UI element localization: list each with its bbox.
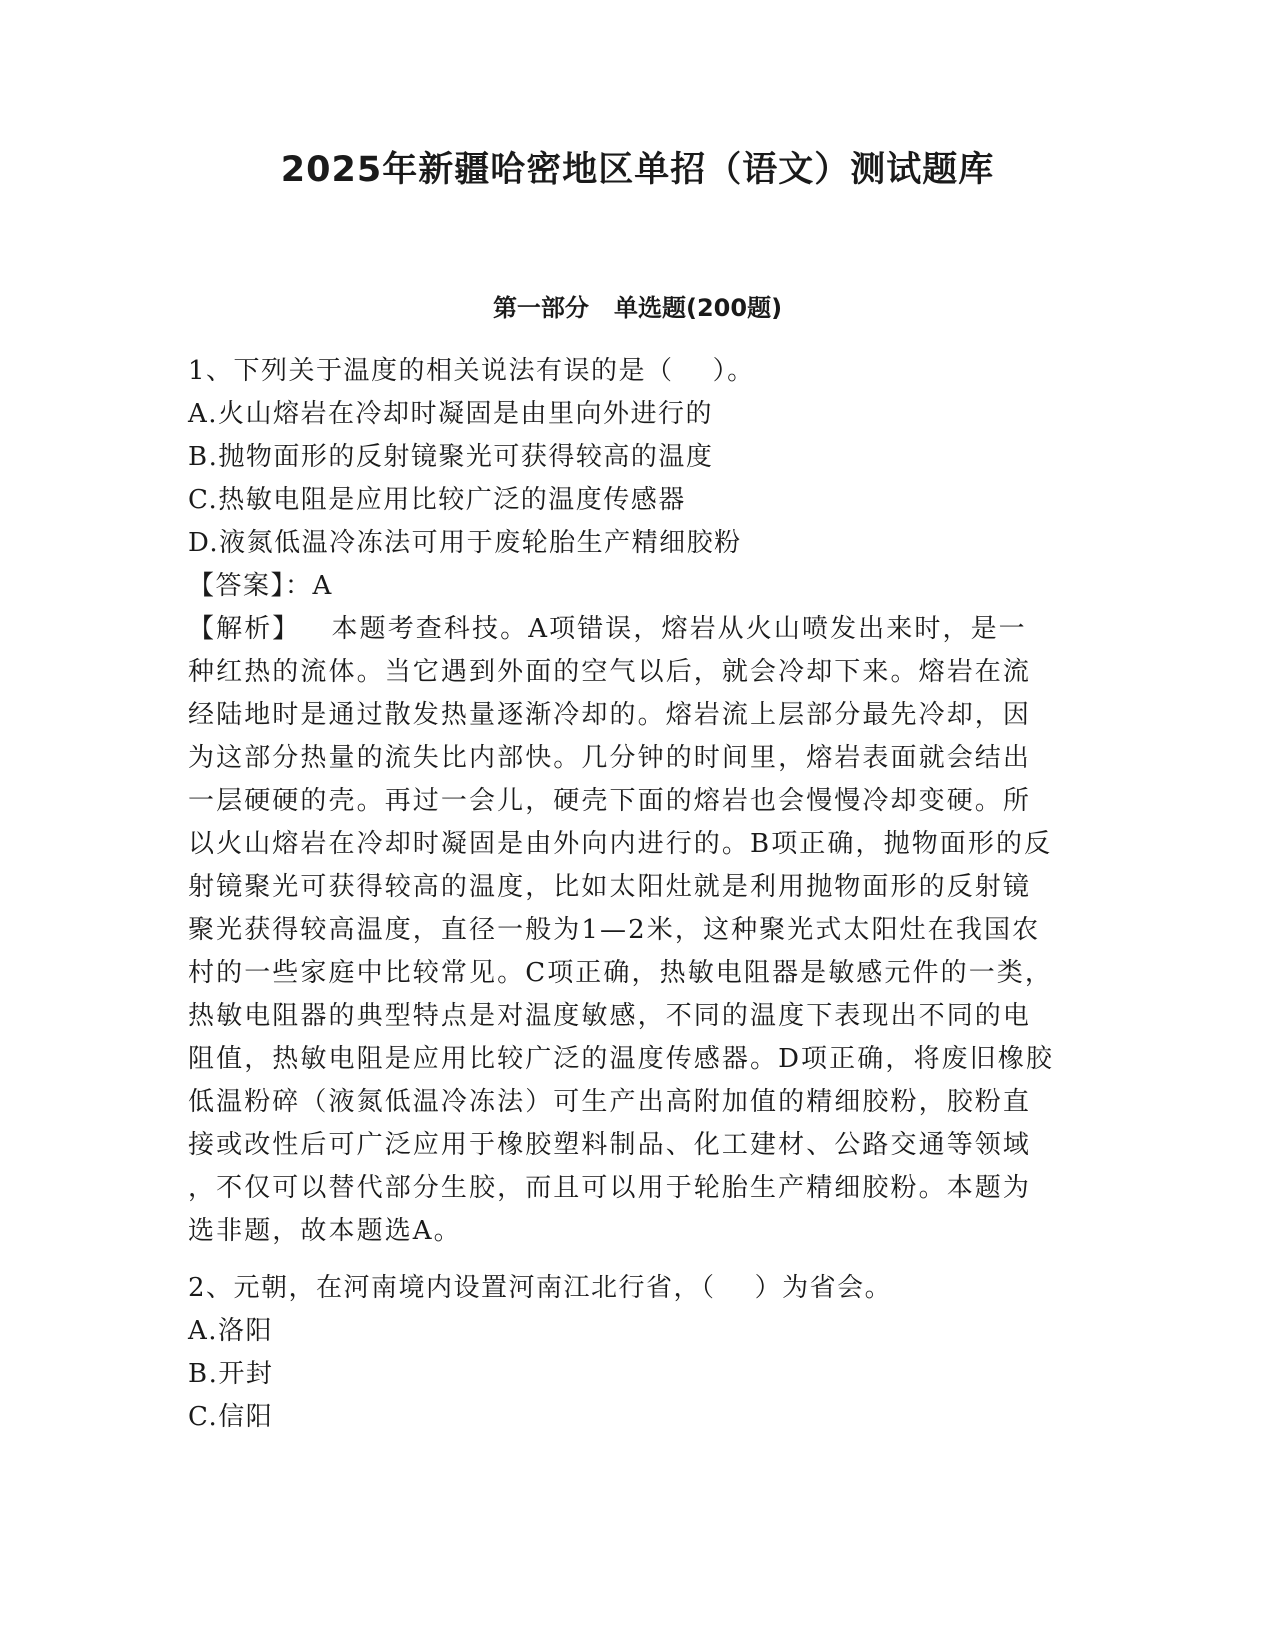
- explanation-line: 为这部分热量的流失比内部快。几分钟的时间里，熔岩表面就会结出: [188, 743, 1032, 773]
- question-stem: 2、元朝，在河南境内设置河南江北行省，（ ）为省会。: [188, 1273, 893, 1303]
- explanation-line: 【解析】 本题考查科技。A项错误，熔岩从火山喷发出来时，是一: [188, 614, 1027, 644]
- explanation-line: 阻值，热敏电阻是应用比较广泛的温度传感器。D项正确，将废旧橡胶: [188, 1044, 1054, 1074]
- question-1: [188, 350, 1068, 1253]
- explanation-line: 聚光获得较高温度，直径一般为1—2米，这种聚光式太阳灶在我国农: [188, 915, 1041, 945]
- explanation: [188, 608, 1068, 1253]
- explanation-line: 射镜聚光可获得较高的温度，比如太阳灶就是利用抛物面形的反射镜: [188, 872, 1032, 902]
- option-c: C.信阳: [188, 1402, 274, 1432]
- option-d: D.液氮低温冷冻法可用于废轮胎生产精细胶粉: [188, 528, 742, 558]
- section-heading: 第一部分 单选题(200题): [492, 294, 783, 322]
- option-c: C.热敏电阻是应用比较广泛的温度传感器: [188, 485, 686, 515]
- answer: 【答案】：A: [188, 571, 333, 601]
- explanation-line: 选非题，故本题选A。: [188, 1216, 462, 1246]
- explanation-line: 热敏电阻器的典型特点是对温度敏感，不同的温度下表现出不同的电: [188, 1001, 1032, 1031]
- explanation-line: 以火山熔岩在冷却时凝固是由外向内进行的。B项正确，抛物面形的反: [188, 829, 1053, 859]
- explanation-line: 接或改性后可广泛应用于橡胶塑料制品、化工建材、公路交通等领域: [188, 1130, 1032, 1160]
- explanation-line: 经陆地时是通过散发热量逐渐冷却的。熔岩流上层部分最先冷却，因: [188, 700, 1032, 730]
- option-a: A.洛阳: [188, 1316, 274, 1346]
- question-list: [188, 350, 1068, 1439]
- option-a: A.火山熔岩在冷却时凝固是由里向外进行的: [188, 399, 714, 429]
- question-stem: 1、下列关于温度的相关说法有误的是（ ）。: [188, 356, 755, 386]
- explanation-line: 一层硬硬的壳。再过一会儿，硬壳下面的熔岩也会慢慢冷却变硬。所: [188, 786, 1032, 816]
- explanation-line: 低温粉碎（液氮低温冷冻法）可生产出高附加值的精细胶粉，胶粉直: [188, 1087, 1032, 1117]
- question-2: [188, 1267, 1068, 1439]
- explanation-line: ，不仅可以替代部分生胶，而且可以用于轮胎生产精细胶粉。本题为: [188, 1173, 1032, 1203]
- explanation-line: 村的一些家庭中比较常见。C项正确，热敏电阻器是敏感元件的一类，: [188, 958, 1053, 988]
- option-b: B.开封: [188, 1359, 274, 1389]
- explanation-line: 种红热的流体。当它遇到外面的空气以后，就会冷却下来。熔岩在流: [188, 657, 1032, 687]
- document-title: 2025年新疆哈密地区单招（语文）测试题库: [280, 150, 995, 190]
- option-b: B.抛物面形的反射镜聚光可获得较高的温度: [188, 442, 714, 472]
